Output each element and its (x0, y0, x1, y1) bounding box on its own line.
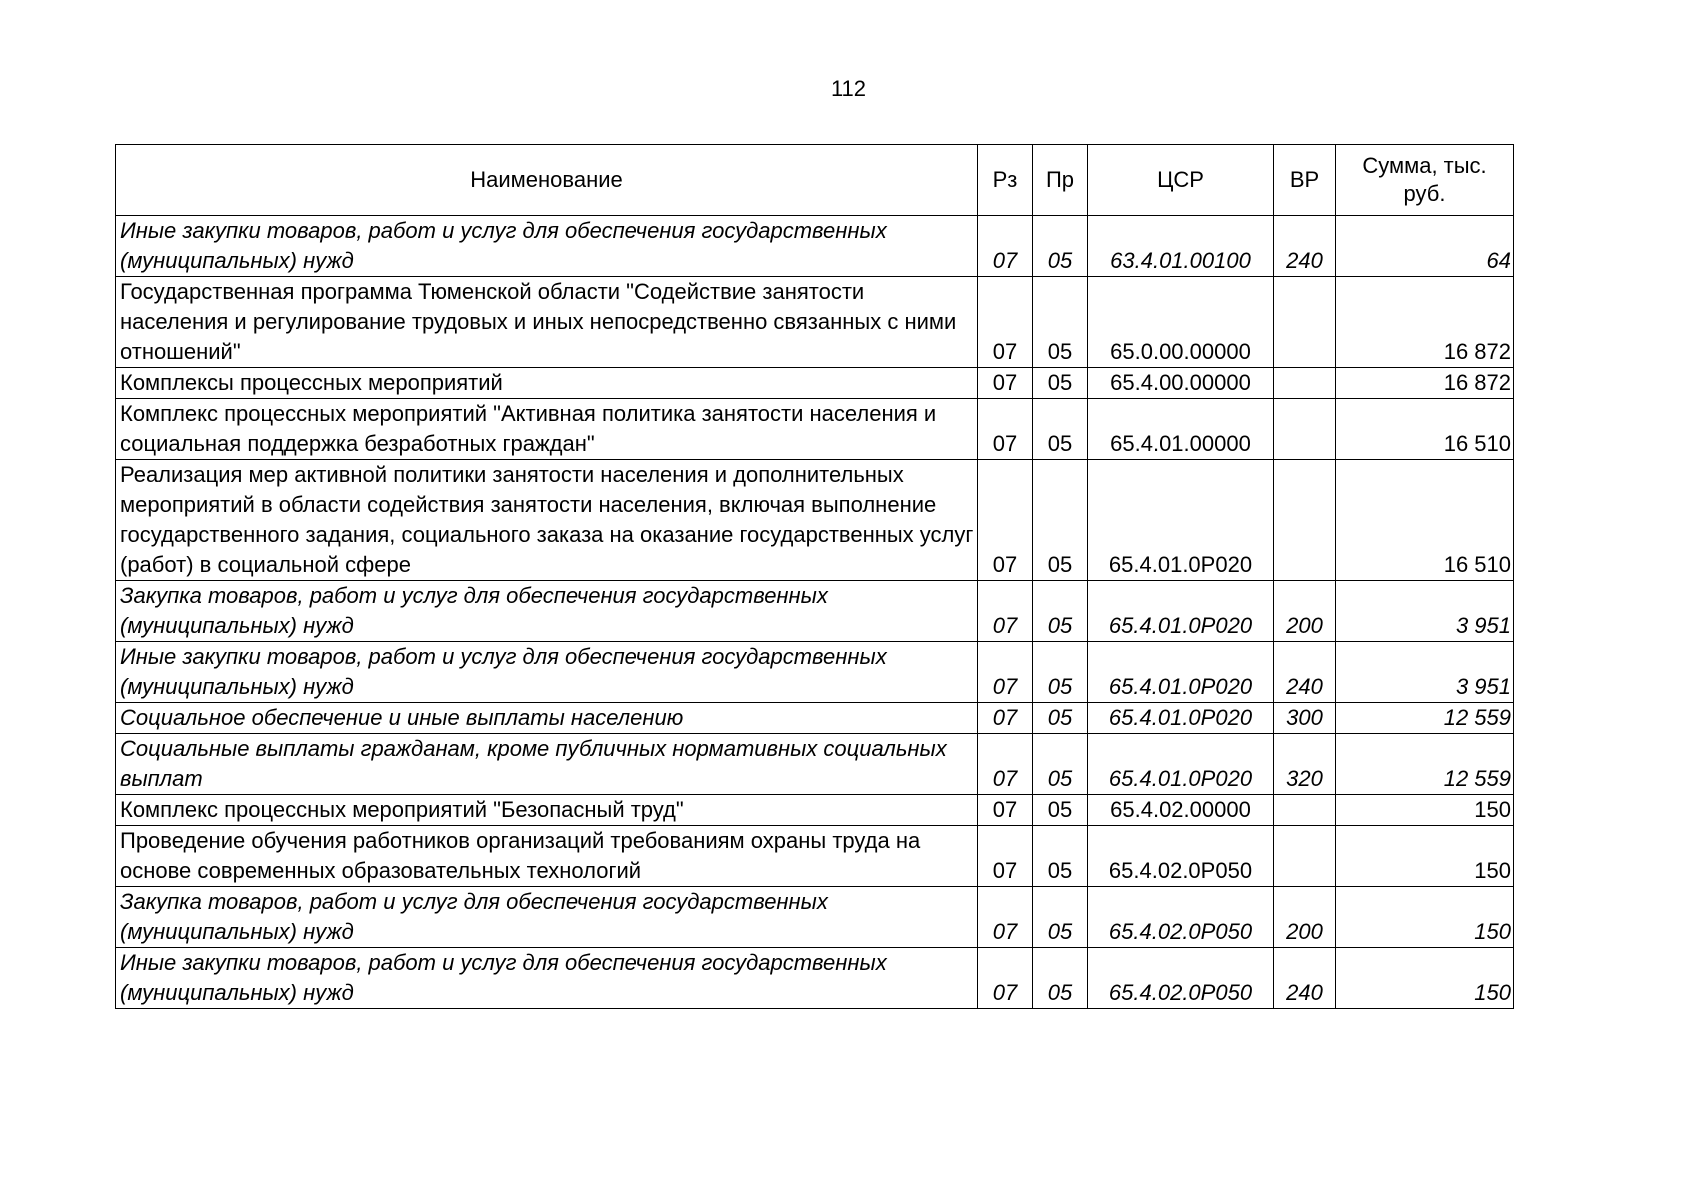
cell-vr: 320 (1274, 734, 1336, 795)
page-number: 112 (830, 76, 867, 101)
cell-csr: 65.4.02.0Р050 (1088, 887, 1274, 948)
cell-vr: 200 (1274, 581, 1336, 642)
cell-pr: 05 (1033, 734, 1088, 795)
cell-name: Реализация мер активной политики занятости населения и дополнительных мероприятий в области содействия занятости населения, включая выполнение государственного задания, социального заказа на оказание государственных услуг (работ) в социальной сфере (116, 460, 978, 581)
cell-vr (1274, 460, 1336, 581)
cell-rz: 07 (978, 642, 1033, 703)
cell-rz: 07 (978, 368, 1033, 399)
cell-vr: 240 (1274, 216, 1336, 277)
cell-name: Комплекс процессных мероприятий "Безопасный труд" (116, 795, 978, 826)
cell-sum: 16 510 (1336, 399, 1514, 460)
cell-pr: 05 (1033, 795, 1088, 826)
cell-rz: 07 (978, 460, 1033, 581)
cell-rz: 07 (978, 277, 1033, 368)
cell-vr: 200 (1274, 887, 1336, 948)
cell-vr (1274, 399, 1336, 460)
table-row (116, 734, 1514, 795)
table-row (116, 826, 1514, 887)
cell-pr: 05 (1033, 826, 1088, 887)
cell-csr: 65.4.01.0Р020 (1088, 734, 1274, 795)
cell-vr (1274, 795, 1336, 826)
header-vr: ВР (1274, 145, 1336, 216)
cell-pr: 05 (1033, 277, 1088, 368)
cell-rz: 07 (978, 399, 1033, 460)
cell-sum: 12 559 (1336, 703, 1514, 734)
cell-rz: 07 (978, 216, 1033, 277)
cell-pr: 05 (1033, 368, 1088, 399)
cell-csr: 65.4.01.0Р020 (1088, 460, 1274, 581)
cell-sum: 150 (1336, 795, 1514, 826)
cell-csr: 65.0.00.00000 (1088, 277, 1274, 368)
cell-csr: 65.4.02.00000 (1088, 795, 1274, 826)
budget-table (115, 144, 1514, 1009)
cell-name: Иные закупки товаров, работ и услуг для обеспечения государственных (муниципальных) нужд (116, 642, 978, 703)
table-header-row (116, 145, 1514, 216)
cell-pr: 05 (1033, 399, 1088, 460)
cell-rz: 07 (978, 826, 1033, 887)
header-pr: Пр (1033, 145, 1088, 216)
cell-rz: 07 (978, 948, 1033, 1009)
cell-csr: 63.4.01.00100 (1088, 216, 1274, 277)
cell-name: Комплекс процессных мероприятий "Активная политика занятости населения и социальная поддержка безработных граждан" (116, 399, 978, 460)
header-sum: Сумма, тыс. руб. (1336, 145, 1514, 216)
cell-csr: 65.4.02.0Р050 (1088, 948, 1274, 1009)
header-rz: Рз (978, 145, 1033, 216)
cell-sum: 3 951 (1336, 581, 1514, 642)
cell-vr (1274, 826, 1336, 887)
cell-vr (1274, 368, 1336, 399)
cell-pr: 05 (1033, 216, 1088, 277)
cell-pr: 05 (1033, 948, 1088, 1009)
table-row (116, 703, 1514, 734)
cell-name: Комплексы процессных мероприятий (116, 368, 978, 399)
cell-vr (1274, 277, 1336, 368)
table-row (116, 368, 1514, 399)
cell-sum: 3 951 (1336, 642, 1514, 703)
cell-sum: 16 872 (1336, 368, 1514, 399)
cell-name: Государственная программа Тюменской области "Содействие занятости населения и регулирование трудовых и иных непосредственно связанных с ними отношений" (116, 277, 978, 368)
table-row (116, 277, 1514, 368)
header-name: Наименование (116, 145, 978, 216)
cell-sum: 150 (1336, 826, 1514, 887)
cell-rz: 07 (978, 703, 1033, 734)
cell-name: Иные закупки товаров, работ и услуг для обеспечения государственных (муниципальных) нужд (116, 948, 978, 1009)
cell-rz: 07 (978, 887, 1033, 948)
table-row (116, 216, 1514, 277)
cell-pr: 05 (1033, 642, 1088, 703)
cell-sum: 150 (1336, 948, 1514, 1009)
cell-name: Закупка товаров, работ и услуг для обеспечения государственных (муниципальных) нужд (116, 581, 978, 642)
cell-sum: 12 559 (1336, 734, 1514, 795)
cell-sum: 150 (1336, 887, 1514, 948)
cell-name: Иные закупки товаров, работ и услуг для обеспечения государственных (муниципальных) нужд (116, 216, 978, 277)
cell-rz: 07 (978, 581, 1033, 642)
cell-pr: 05 (1033, 887, 1088, 948)
cell-sum: 64 (1336, 216, 1514, 277)
table-row (116, 581, 1514, 642)
cell-name: Проведение обучения работников организаций требованиям охраны труда на основе современных образовательных технологий (116, 826, 978, 887)
table-row (116, 795, 1514, 826)
table-row (116, 948, 1514, 1009)
table-row (116, 887, 1514, 948)
cell-csr: 65.4.01.0Р020 (1088, 581, 1274, 642)
table-row (116, 642, 1514, 703)
cell-pr: 05 (1033, 581, 1088, 642)
table-row (116, 460, 1514, 581)
cell-pr: 05 (1033, 460, 1088, 581)
header-csr: ЦСР (1088, 145, 1274, 216)
table-row (116, 399, 1514, 460)
cell-csr: 65.4.02.0Р050 (1088, 826, 1274, 887)
cell-csr: 65.4.00.00000 (1088, 368, 1274, 399)
cell-sum: 16 872 (1336, 277, 1514, 368)
cell-vr: 240 (1274, 948, 1336, 1009)
cell-name: Социальное обеспечение и иные выплаты населению (116, 703, 978, 734)
cell-vr: 300 (1274, 703, 1336, 734)
cell-rz: 07 (978, 795, 1033, 826)
cell-csr: 65.4.01.00000 (1088, 399, 1274, 460)
cell-rz: 07 (978, 734, 1033, 795)
cell-csr: 65.4.01.0Р020 (1088, 642, 1274, 703)
cell-name: Социальные выплаты гражданам, кроме публичных нормативных социальных выплат (116, 734, 978, 795)
cell-csr: 65.4.01.0Р020 (1088, 703, 1274, 734)
table-body (116, 216, 1514, 1009)
cell-vr: 240 (1274, 642, 1336, 703)
cell-sum: 16 510 (1336, 460, 1514, 581)
cell-name: Закупка товаров, работ и услуг для обеспечения государственных (муниципальных) нужд (116, 887, 978, 948)
cell-pr: 05 (1033, 703, 1088, 734)
